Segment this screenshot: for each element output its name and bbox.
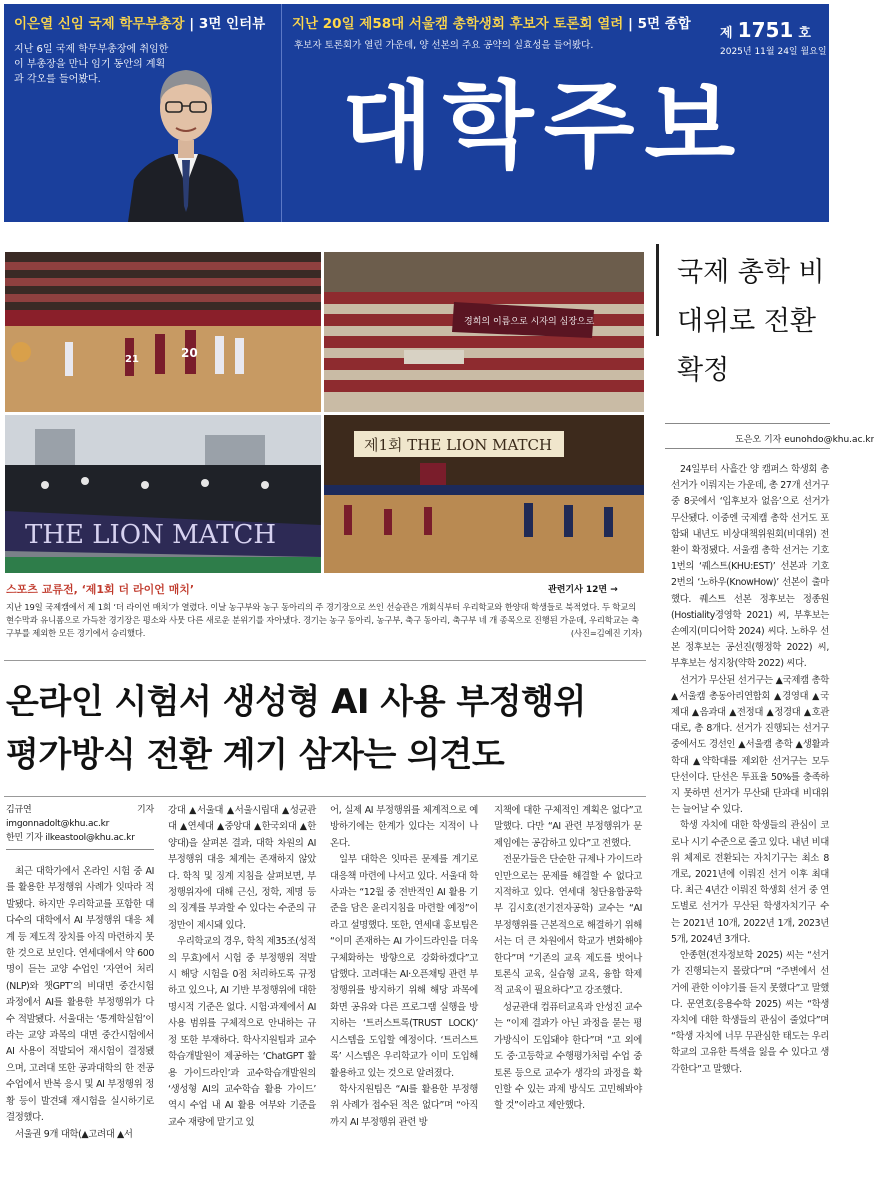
issue-number xyxy=(720,18,811,42)
masthead xyxy=(4,4,829,222)
headline-line-1: 온라인 시험서 생성형 AI 사용 부정행위 xyxy=(6,682,586,722)
article-byline-1: 김규연 기자 imgonnadolt@khu.ac.kr xyxy=(6,805,154,829)
banner-text-2: THE LION MATCH xyxy=(25,520,277,550)
article-paragraph: 어, 실제 AI 부정행위를 체계적으로 예방하기에는 한계가 있다는 지적이 나온다. xyxy=(330,805,478,849)
byline-divider xyxy=(6,849,154,850)
interview-teaser-keyword: 이은열 신임 국제 학무부총장 xyxy=(14,16,185,32)
article-byline-2: 한민 기자 ilkeastool@khu.ac.kr xyxy=(6,833,135,843)
issue-prefix: 제 xyxy=(720,26,733,41)
article-paragraph: 지책에 대한 구체적인 계획은 없다”고 말했다. 다만 “AI 관련 부정행위가 문제임에는 공감하고 있다”고 전했다. xyxy=(494,805,642,849)
photo-basketball-court[interactable] xyxy=(5,252,321,412)
debate-teaser-keyword: 지난 20일 제58대 서울캠 총학생회 후보자 토론회 열려 xyxy=(292,16,624,32)
divider xyxy=(4,796,646,797)
article-paragraph: 서울권 9개 대학(▲고려대 ▲서 xyxy=(15,1128,133,1140)
related-article-link[interactable]: 관련기사 12면 → xyxy=(548,585,618,595)
side-story-accent-bar xyxy=(656,244,659,336)
divider xyxy=(4,660,646,661)
side-story-byline: 도은오 기자 eunohdo@khu.ac.kr xyxy=(735,435,874,445)
divider xyxy=(665,423,830,424)
article-paragraph: 일부 대학은 잇따른 문제를 계기로 대응책 마련에 나서고 있다. 서울대 학사과는 “12월 중 전반적인 AI 활용 기준을 담은 윤리지침을 마련할 예정”이라고 설명했다. 또한, 연세대 홍보팀은 “이미 존재하는 AI 가이드라인을 더욱 구체화하는 방향으로 강화하겠다”고 답했다. 고려대는 AI·오픈채팅 관련 부정행위를 방지하기 위해 해당 과목에 화면 공유와 다른 프로그램 실행을 방지하는 ‘트러스트록(TRUST LOCK)’ 시스템을 도입할 예정이다. ‘트러스트록’ 시스템은 우리학교가 이미 도입해 활용하고 있는 것으로 알려졌다. xyxy=(330,854,478,1079)
photo-credit: (사진=김예진 기자) xyxy=(570,628,642,638)
article-column-3 xyxy=(330,803,478,1131)
article-column-1 xyxy=(6,803,154,1143)
side-paragraph: 선거가 무산된 선거구는 ▲국제캠 총학 ▲서울캠 총동아리연합회 ▲경영대 ▲국제대 ▲음과대 ▲전정대 ▲정경대 ▲호관대로, 총 8개다. 선거가 진행되는 선거구 중에서도 경선인 ▲서울캠 총학 ▲생활과학대 ▲약학대를 제외한 선거구는 모두 단선이다. 단선은 투표율 50%를 충족하지 못하면 선거가 무산돼 단과대 비대위는 늘어날 수 있다. xyxy=(671,674,829,816)
photo-caption-body xyxy=(6,601,642,640)
divider xyxy=(665,448,830,449)
article-column-4 xyxy=(494,803,642,1115)
interview-teaser[interactable] xyxy=(4,4,282,222)
side-story-title[interactable]: 국제 총학 비대위로 전환 확정 xyxy=(677,257,825,386)
article-paragraph: 최근 대학가에서 온라인 시험 중 AI를 활용한 부정행위 사례가 잇따라 적발됐다. 하지만 우리학교를 포함한 대다수의 대학에서 AI 부정행위 대응 체계 등 제도적 장치를 아직 마련하지 못한 것으로 보인다. 연세대에서 약 600명이 듣는 교양 수업인 ‘자연어 처리(NLP)와 챗GPT’의 비대면 중간시험 과정에서 AI를 활용한 부정행위가 다수 적발됐다. 서울대는 ‘통계학실험’이라는 교양 과목의 대면 중간시험에서 AI 사용이 적발되어 재시험이 결정됐으며, 고려대 또한 공과대학의 한 전공수업에서 반복 응시 및 AI 부정행위 정황 등이 발견돼 재시험을 실시하기로 결정했다. xyxy=(6,866,154,1124)
banner-text-1: 경희의 이름으로 시자의 심장으로 xyxy=(464,317,595,327)
photo-opening-ceremony[interactable] xyxy=(324,415,644,573)
photo-caption-title: 스포츠 교류전, ‘제1회 더 라이언 매치’ xyxy=(6,583,195,596)
debate-teaser-sub: 후보자 토론회가 열린 가운데, 양 선본의 주요 공약의 실효성을 들어봤다. xyxy=(294,40,594,51)
side-paragraph: 24일부터 사흘간 양 캠퍼스 학생회 총선거가 이뤄지는 가운데, 총 27개 선거구 중 8곳에서 ‘입후보자 없음’으로 선거가 무산됐다. 이중엔 국제캠 총학 선거도 포함돼 내년도 비상대책위원회(비대위) 전환이 확정됐다. 서울캠 총학 선거는 기호 1번의 ‘퀘스트(KHU:EST)’ 선본과 기호 2번의 ‘노하우(KnowHow)’ 선본이 출마했다. 퀘스트 선본 정후보는 정종원(Hostiality경영학 2021) 씨, 부후보는 손예지(미디어학 2024) 씨다. 노하우 선본 정후보는 공선진(행정학 2022) 씨, 부후보는 성지창(약학 2022) 씨다. xyxy=(671,464,829,670)
photo-bleachers-banner[interactable] xyxy=(324,252,644,412)
side-paragraph: 안종현(전자정보학 2025) 씨는 “선거가 진행되는지 몰랐다”며 “주변에서 선거에 관한 이야기를 듣지 못했다”고 말했다. 문연호(응용수학 2025) 씨는 “학생 자치에 대한 학생들의 관심이 줄었다”며 “학생 자치에 너무 무관심한 태도는 우리학교의 고유한 특색을 잃을 수 있다고 생각한다”고 말했다. xyxy=(671,950,829,1075)
debate-teaser-head[interactable] xyxy=(292,12,710,34)
interview-teaser-head xyxy=(14,12,275,36)
article-paragraph: 강대 ▲서울대 ▲서울시립대 ▲성균관대 ▲연세대 ▲중앙대 ▲한국외대 ▲한양대)을 살펴본 결과, 대학 차원의 AI 부정행위 대응 체계는 존재하지 않았다. 학칙 및 징계 지침을 살펴보면, 부정행위자에 대해 근신, 정학, 제명 등의 징계를 부과할 수 있다는 수준의 규정만이 제시돼 있다. xyxy=(168,805,316,931)
article-paragraph: 성균관대 컴퓨터교육과 안성진 교수는 “이제 결과가 아닌 과정을 묻는 평가방식이 도입돼야 한다”며 “고 외에도 중·고등학교 수행평가처럼 수업 중 토론 등으로 교수가 생각의 과정을 확인할 수 있는 과제 방식도 고민해봐야 할 것”이라고 제안했다. xyxy=(494,1001,642,1112)
interview-teaser-page: | 3면 인터뷰 xyxy=(189,16,266,32)
article-column-2 xyxy=(168,803,316,1131)
issue-suffix: 호 xyxy=(798,26,811,41)
jersey-number-1: 20 xyxy=(181,346,198,360)
banner-text-3: 제1회 THE LION MATCH xyxy=(364,436,553,454)
article-paragraph: 전문가들은 단순한 규제나 가이드라인만으로는 문제를 해결할 수 없다고 지적하고 있다. 연세대 청단융합공학부 김시호(전기전자공학) 교수는 “AI 부정행위를 근본적으로 해결하기 위해서는 더 큰 차원에서 학교가 변화해야 한다”며 “기존의 교육 제도를 벗어나 토론식 교육, 실습형 교육, 융합 학제적 교육이 필요하다”고 강조했다. xyxy=(494,854,642,997)
portrait-photo xyxy=(122,56,250,222)
issue-date: 2025년 11월 24일 월요일 xyxy=(720,47,827,57)
photo-crowd-lion-match[interactable] xyxy=(5,415,321,573)
interview-teaser-body: 지난 6일 국제 학무부총장에 취임한 이 부총장을 만나 임기 동안의 계획과 각오를 들어봤다. xyxy=(14,44,169,85)
side-story-body xyxy=(671,462,829,1078)
photo-caption-text: 지난 19일 국제캠에서 제 1회 ‘더 라이언 매치’가 열렸다. 이날 농구부와 농구 동아리의 주 경기장으로 쓰인 선승관은 개회식부터 우리학교와 한양대 학생들로 북적였다. 두 학교의 현수막과 유니폼으로 가득찬 경기장은 평소와 사뭇 다른 새로운 분위기를 자아냈다. 경기는 농구 동아리, 농구부, 축구 동아리, 축구부 네 개 종목으로 진행된 가운데, 우리학교는 축구부를 제외한 모든 경기에서 승리했다. xyxy=(6,602,640,638)
issue-number-value: 1751 xyxy=(737,18,794,42)
article-paragraph: 우리학교의 경우, 학칙 제35조(성적의 무효)에서 시험 중 부정행위 적발 시 해당 시험을 0점 처리하도록 규정하고 있으나, AI 기반 부정행위에 대한 명시적 기준은 없다. 시험·과제에서 AI 사용 범위를 구체적으로 안내하는 규정 또한 부재하다. 학사지원팀과 교수학습개발원이 제공하는 ‘ChatGPT 활용 가이드라인’과 교수학습개발원의 ‘생성형 AI의 교수학습 활용 가이드’ 역시 수업 내 AI 활용 여부와 기준을 교수 재량에 맡기고 있 xyxy=(168,936,316,1128)
debate-teaser-page: | 5면 종합 xyxy=(628,16,691,32)
main-headline[interactable] xyxy=(6,676,646,782)
article-paragraph: 학사지원팀은 “AI를 활용한 부정행위 사례가 접수된 적은 없다”며 “아직까지 AI 부정행위 관련 방 xyxy=(330,1083,478,1128)
newspaper-logo: 대학주보 xyxy=(342,72,746,181)
side-paragraph: 학생 자치에 대한 학생들의 관심이 코로나 시기 수준으로 줄고 있다. 내년 비대위 체제로 전환되는 자치기구는 최소 8개로, 2021년에 이뤄진 선거 이후 최대다. 최근 4년간 이뤄진 학생회 선거 중 연도별로 선거가 무산된 학생자치기구 수는 2021년 10개, 2022년 1개, 2023년 5개, 2024년 3개다. xyxy=(671,820,829,945)
headline-line-2: 평가방식 전환 계기 삼자는 의견도 xyxy=(6,735,505,775)
jersey-number-2: 21 xyxy=(125,354,139,365)
